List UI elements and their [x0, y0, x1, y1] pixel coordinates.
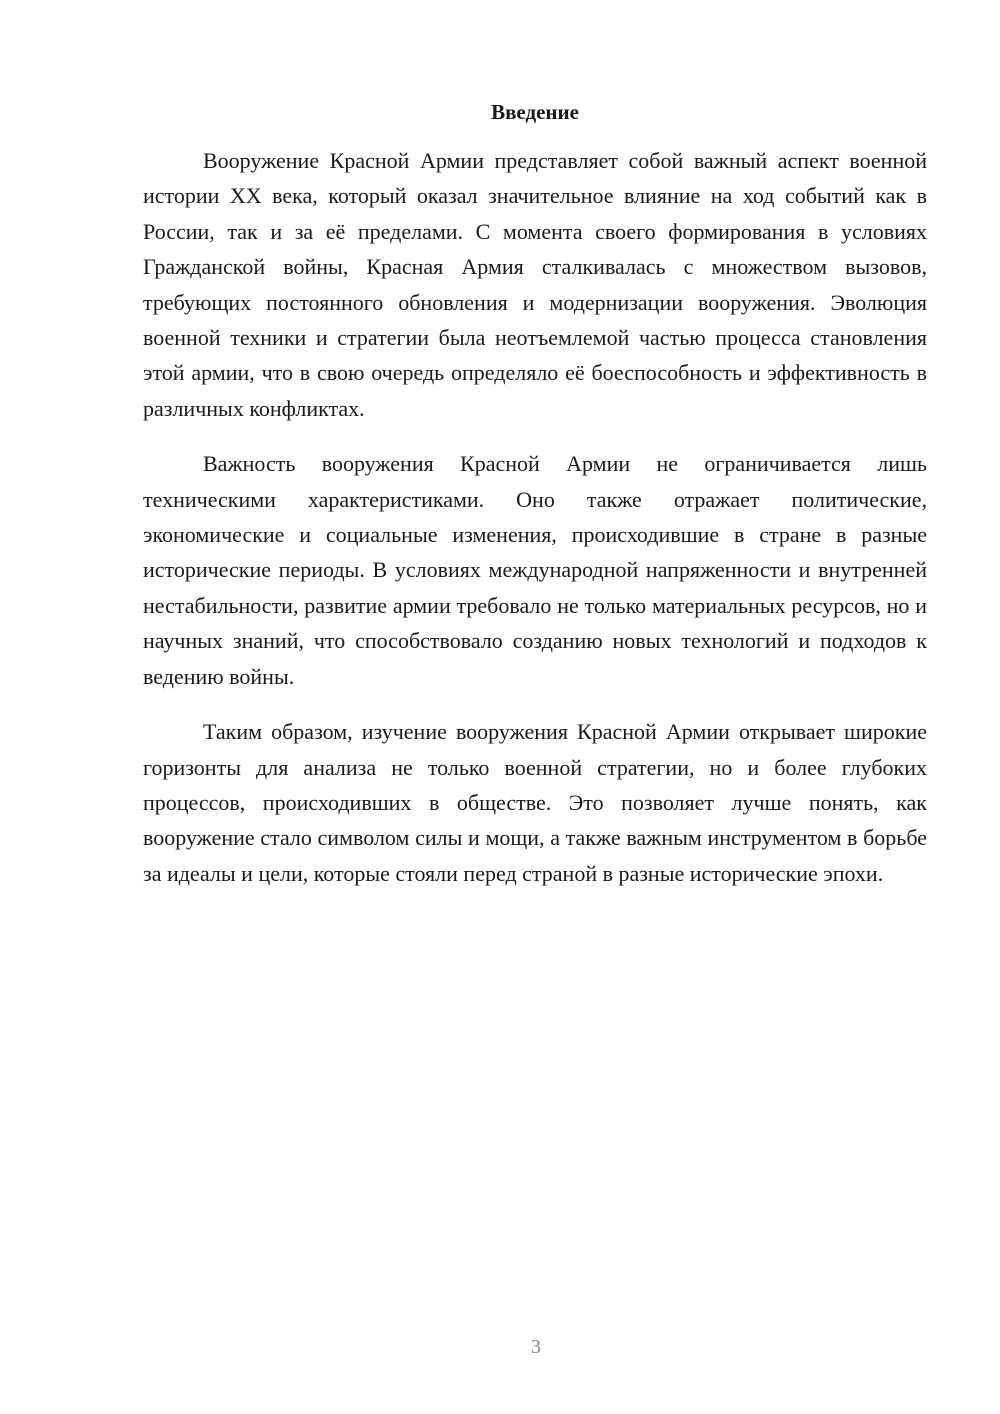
document-body [143, 143, 927, 911]
page-number: 3 [531, 1336, 541, 1358]
paragraph-3: Таким образом, изучение вооружения Красной Армии открывает широкие горизонты для анализа не только военной стратегии, но и более глубоких процессов, происходивших в обществе. Это позволяет лучше понять, как вооружение стало символом силы и мощи, а также важным инструментом в борьбе за идеалы и цели, которые стояли перед страной в разные исторические эпохи. [143, 719, 927, 886]
paragraph-2: Важность вооружения Красной Армии не ограничивается лишь техническими характеристиками. Оно также отражает политические, экономические и социальные изменения, происходившие в стране в разные исторические периоды. В условиях международной напряженности и внутренней нестабильности, развитие армии требовало не только материальных ресурсов, но и научных знаний, что способствовало созданию новых технологий и подходов к ведению войны. [143, 451, 927, 689]
paragraph-1: Вооружение Красной Армии представляет собой важный аспект военной истории XX века, который оказал значительное влияние на ход событий как в России, так и за её пределами. С момента своего формирования в условиях Гражданской войны, Красная Армия сталкивалась с множеством вызовов, требующих постоянного обновления и модернизации вооружения. Эволюция военной техники и стратегии была неотъемлемой частью процесса становления этой армии, что в свою очередь определяло её боеспособность и эффективность в различных конфликтах. [143, 148, 927, 421]
page-title: Введение [491, 100, 579, 124]
